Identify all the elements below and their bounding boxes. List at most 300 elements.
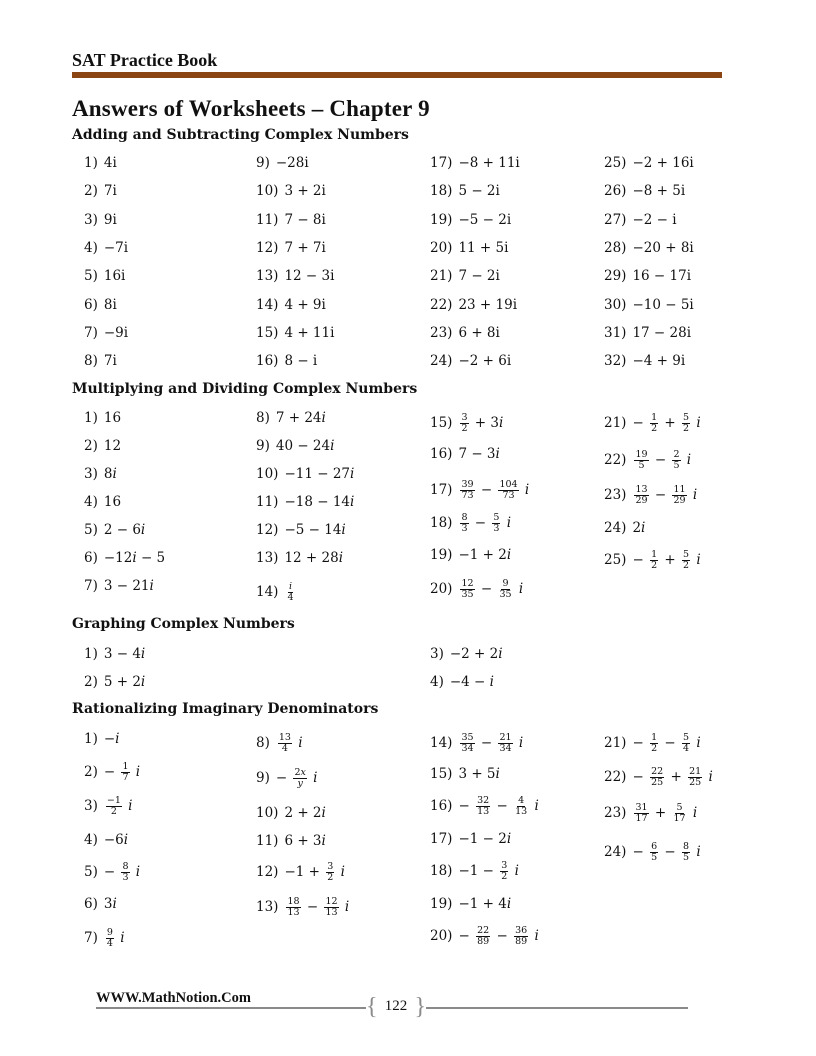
answer-number: 10) <box>256 183 279 200</box>
answer-number: 21) <box>604 415 627 431</box>
answer-item <box>430 796 539 817</box>
answer-number: 12) <box>256 522 279 538</box>
answer-item <box>256 768 317 789</box>
answer-text: − <box>476 581 497 597</box>
fraction-denominator: 25 <box>689 777 702 788</box>
answer-number: 8) <box>84 353 98 370</box>
fraction-denominator: 5 <box>651 852 658 863</box>
answer-text: −8 + 11i <box>458 155 520 171</box>
fraction-numerator: 6 <box>651 841 658 852</box>
fraction-denominator: 5 <box>673 460 680 471</box>
fraction-denominator: 2 <box>501 871 508 882</box>
fraction-denominator: 3 <box>122 872 129 883</box>
fraction <box>688 767 702 788</box>
answer-suffix: 𝑖 <box>692 415 701 431</box>
answer-number: 16) <box>430 446 453 462</box>
answer-text: −1 − 2𝑖 <box>458 831 512 847</box>
answer-prefix: − <box>275 770 292 786</box>
answer-item <box>84 862 140 883</box>
answer-item <box>84 212 117 228</box>
answer-text: −10 − 5i <box>632 296 694 313</box>
website-link[interactable]: WWW.MathNotion.Com <box>96 990 251 1006</box>
answer-number: 1) <box>84 646 98 662</box>
answer-text: 5 − 2i <box>458 183 500 200</box>
answer-number: 8) <box>256 410 270 426</box>
answer-item <box>604 325 691 341</box>
answer-text: 3 + 2i <box>284 183 326 200</box>
fraction <box>286 897 300 918</box>
answer-number: 21) <box>604 735 627 751</box>
answer-number: 6) <box>84 550 98 566</box>
answer-number: 3) <box>84 466 98 482</box>
answer-text: + <box>650 805 671 821</box>
answer-item <box>430 926 539 947</box>
answer-text: − <box>476 482 497 498</box>
fraction-numerator: 𝑖 <box>288 581 292 592</box>
answer-text: 7 − 2i <box>458 268 500 285</box>
answer-suffix: 𝑖 <box>530 928 539 944</box>
answer-text: −1 + 2𝑖 <box>458 547 512 563</box>
answer-text: 40 − 24𝑖 <box>275 438 335 454</box>
answer-text: 4 + 9i <box>284 296 326 313</box>
answer-number: 10) <box>256 805 279 821</box>
fraction <box>106 796 122 817</box>
answer-number: 22) <box>604 769 627 785</box>
answer-item <box>430 446 500 462</box>
answer-text: −4 − 𝑖 <box>449 674 494 690</box>
answer-item <box>256 897 349 918</box>
fraction <box>106 928 114 949</box>
fraction-numerator: 9 <box>502 578 509 589</box>
answer-item <box>430 268 500 284</box>
answer-text: −20 + 8i <box>632 239 694 256</box>
answer-number: 20) <box>430 239 453 256</box>
answer-number: 8) <box>256 735 270 751</box>
fraction-denominator: 7 <box>122 772 129 783</box>
answer-number: 6) <box>84 296 98 313</box>
fraction-numerator: −1 <box>106 795 121 806</box>
answer-text: −12𝑖 − 5 <box>103 550 166 566</box>
fraction-denominator: 17 <box>673 813 686 824</box>
answer-number: 9) <box>256 770 270 786</box>
fraction <box>672 803 686 824</box>
answer-number: 1) <box>84 155 98 171</box>
answer-prefix: −1 + <box>284 864 325 880</box>
answer-item <box>84 832 128 848</box>
answer-text: 12 − 3i <box>284 268 335 285</box>
fraction <box>460 480 474 501</box>
answer-item <box>430 480 529 501</box>
answer-suffix: 𝑖 <box>688 805 698 821</box>
answer-number: 2) <box>84 764 98 780</box>
page-heading: Answers of Worksheets – Chapter 9 <box>72 96 430 121</box>
answer-text: 17 − 28i <box>632 324 692 341</box>
answer-number: 6) <box>84 896 98 912</box>
fraction-denominator: 2 <box>683 423 690 434</box>
answer-text: −2 − i <box>632 211 677 228</box>
answer-text: −2 + 16i <box>632 155 694 171</box>
answer-text: 16 − 17i <box>632 268 692 285</box>
fraction-numerator: 36 <box>515 925 528 936</box>
answer-item <box>84 466 117 482</box>
fraction-numerator: 22 <box>651 766 664 777</box>
answer-number: 23) <box>604 487 627 503</box>
answer-item <box>430 861 519 882</box>
answer-number: 18) <box>430 863 453 879</box>
answer-item <box>84 928 125 949</box>
answer-item <box>604 353 685 369</box>
answer-item <box>84 410 121 426</box>
answer-text: −6𝑖 <box>103 832 129 848</box>
answer-item <box>84 297 117 313</box>
fraction-numerator: 32 <box>477 795 490 806</box>
fraction-denominator: 4 <box>106 938 113 949</box>
answer-number: 25) <box>604 552 627 568</box>
answer-suffix: 𝑖 <box>336 864 345 880</box>
fraction-denominator: 73 <box>502 490 515 501</box>
answer-suffix: 𝑖 <box>131 864 141 880</box>
answer-number: 13) <box>256 899 279 915</box>
fraction-denominator: 29 <box>673 495 686 506</box>
answer-item <box>256 240 326 256</box>
answer-number: 4) <box>84 832 98 848</box>
fraction-denominator: 4 <box>683 743 690 754</box>
answer-prefix: − <box>632 552 649 568</box>
fraction <box>650 842 658 863</box>
answer-number: 16) <box>256 353 279 370</box>
answer-prefix: − <box>103 764 120 780</box>
answer-text: −28i <box>275 155 309 171</box>
fraction-numerator: 8 <box>122 861 129 872</box>
answer-text: 3 − 21𝑖 <box>103 578 154 594</box>
fraction-numerator: 1 <box>651 412 658 423</box>
answer-number: 21) <box>430 268 453 285</box>
fraction-denominator: 25 <box>651 777 664 788</box>
answer-text: 7 + 24𝑖 <box>275 410 326 426</box>
fraction-denominator: 13 <box>477 806 490 817</box>
answer-item <box>84 731 120 747</box>
fraction <box>514 796 528 817</box>
answer-suffix: 𝑖 <box>123 798 133 814</box>
answer-text: − <box>660 735 681 751</box>
answer-item <box>604 450 691 471</box>
fraction <box>682 733 690 754</box>
answer-number: 3) <box>84 798 98 814</box>
answer-suffix: 𝑖 <box>502 515 512 531</box>
answer-item <box>430 646 503 662</box>
fraction-numerator: 11 <box>673 484 686 495</box>
fraction-denominator: 2 <box>461 423 468 434</box>
fraction <box>460 733 474 754</box>
answer-number: 1) <box>84 410 98 426</box>
answer-number: 19) <box>430 211 453 228</box>
answer-item <box>84 550 165 566</box>
answer-text: −4 + 9i <box>632 353 686 370</box>
answer-item <box>84 240 128 256</box>
answer-item <box>256 353 317 369</box>
answer-item <box>604 268 691 284</box>
answer-text: 3 − 4𝑖 <box>103 646 146 662</box>
answer-number: 19) <box>430 547 453 563</box>
answer-number: 9) <box>256 155 270 171</box>
fraction-numerator: 13 <box>278 732 291 743</box>
answer-number: 4) <box>84 494 98 510</box>
answer-item <box>84 646 145 662</box>
fraction-numerator: 22 <box>477 925 490 936</box>
answer-number: 18) <box>430 515 453 531</box>
answer-text: 6 + 3𝑖 <box>284 833 326 849</box>
answer-number: 11) <box>256 494 279 510</box>
fraction-numerator: 12 <box>461 578 474 589</box>
answer-item <box>430 297 517 313</box>
answer-number: 32) <box>604 353 627 370</box>
answer-prefix: − <box>103 864 120 880</box>
answer-text: 6 + 8i <box>458 324 500 341</box>
answer-item <box>256 155 309 171</box>
answer-suffix: 𝑖 <box>682 452 692 468</box>
answer-number: 5) <box>84 522 98 538</box>
answer-suffix: 𝑖 <box>340 899 350 915</box>
answer-number: 15) <box>256 324 279 341</box>
answer-number: 13) <box>256 550 279 566</box>
fraction <box>672 485 686 506</box>
fraction-numerator: 5 <box>683 732 690 743</box>
fraction <box>326 862 334 883</box>
answer-suffix: 𝑖 <box>692 552 701 568</box>
fraction <box>634 450 648 471</box>
fraction <box>460 513 468 534</box>
answer-text: + <box>660 415 681 431</box>
fraction-numerator: 1 <box>122 761 129 772</box>
fraction-denominator: 3 <box>461 523 468 534</box>
fraction <box>650 413 658 434</box>
answer-text: − <box>470 515 491 531</box>
answer-number: 15) <box>430 415 453 431</box>
answer-text: 8 − i <box>284 353 318 370</box>
answer-item <box>430 674 494 690</box>
fraction <box>293 768 306 789</box>
answer-item <box>256 212 326 228</box>
answer-number: 2) <box>84 674 98 690</box>
answer-number: 17) <box>430 482 453 498</box>
fraction <box>460 413 468 434</box>
fraction-numerator: 39 <box>461 479 474 490</box>
answer-text: − <box>492 798 513 814</box>
answer-item <box>256 268 334 284</box>
answer-item <box>604 240 694 256</box>
answer-number: 18) <box>430 183 453 200</box>
section-heading-adding: Adding and Subtracting Complex Numbers <box>72 127 409 143</box>
left-brace-icon: { <box>366 994 378 1020</box>
answer-item <box>604 297 694 313</box>
fraction-denominator: 13 <box>287 907 300 918</box>
fraction-numerator: 1 <box>651 732 658 743</box>
answer-text: 16i <box>103 268 126 285</box>
fraction-numerator: 12 <box>325 896 338 907</box>
answer-item <box>604 842 701 863</box>
answer-item <box>256 466 354 482</box>
answer-number: 23) <box>604 805 627 821</box>
fraction <box>650 550 658 571</box>
answer-item <box>430 413 503 434</box>
fraction-denominator: 2 <box>683 560 690 571</box>
answer-item <box>430 733 523 754</box>
answer-number: 22) <box>430 296 453 313</box>
fraction-denominator: 2 <box>651 743 658 754</box>
answer-number: 14) <box>430 735 453 751</box>
answer-text: 7 − 3𝑖 <box>458 446 500 462</box>
answer-item <box>256 325 334 341</box>
answer-item <box>84 325 128 341</box>
fraction-denominator: 89 <box>515 936 528 947</box>
section-heading-graphing: Graphing Complex Numbers <box>72 616 295 632</box>
fraction <box>492 513 500 534</box>
answer-suffix: 𝑖 <box>530 798 539 814</box>
answer-number: 20) <box>430 581 453 597</box>
answer-number: 2) <box>84 183 98 200</box>
fraction-denominator: 2 <box>327 872 334 883</box>
answer-text: −11 − 27𝑖 <box>284 466 355 482</box>
answer-text: − <box>476 735 497 751</box>
answer-text: −8 + 5i <box>632 183 686 200</box>
answer-number: 14) <box>256 296 279 313</box>
answer-text: 5 + 2𝑖 <box>103 674 146 690</box>
fraction-numerator: 104 <box>499 479 518 490</box>
answer-item <box>430 896 511 912</box>
fraction-numerator: 31 <box>635 802 648 813</box>
answer-number: 2) <box>84 438 98 454</box>
answer-text: −9i <box>103 324 129 341</box>
fraction-denominator: 73 <box>461 490 474 501</box>
fraction <box>500 861 508 882</box>
fraction-denominator: 4 <box>287 592 294 603</box>
answer-text: −𝑖 <box>103 731 120 747</box>
fraction-numerator: 21 <box>689 766 702 777</box>
answer-number: 13) <box>256 268 279 285</box>
answer-number: 7) <box>84 930 98 946</box>
answer-item <box>430 353 511 369</box>
fraction-numerator: 2 <box>673 449 680 460</box>
fraction-denominator: 34 <box>499 743 512 754</box>
answer-suffix: 𝑖 <box>514 581 524 597</box>
answer-item <box>84 353 117 369</box>
answer-number: 1) <box>84 731 98 747</box>
answer-item <box>604 733 701 754</box>
answer-number: 23) <box>430 324 453 341</box>
answer-suffix: 𝑖 <box>520 482 530 498</box>
right-brace-icon: } <box>414 994 426 1020</box>
answer-number: 28) <box>604 239 627 256</box>
answer-prefix: − <box>632 844 649 860</box>
answer-text: 12 + 28𝑖 <box>284 550 344 566</box>
answer-item <box>430 766 500 782</box>
answer-item <box>430 240 508 256</box>
fraction-numerator: 8 <box>461 512 468 523</box>
answer-text: 2 + 2𝑖 <box>284 805 326 821</box>
answer-text: 16 <box>103 494 122 510</box>
answer-text: + <box>666 769 687 785</box>
header-rule <box>72 72 722 78</box>
answer-prefix: − <box>632 769 649 785</box>
answer-item <box>256 550 343 566</box>
fraction <box>682 413 690 434</box>
answer-text: −2 + 6i <box>458 353 512 370</box>
answer-text: − <box>660 844 681 860</box>
answer-item <box>256 297 326 313</box>
answer-number: 12) <box>256 864 279 880</box>
answer-item <box>256 494 354 510</box>
answer-number: 7) <box>84 324 98 341</box>
section-heading-multiplying: Multiplying and Dividing Complex Numbers <box>72 381 418 397</box>
fraction-numerator: 4 <box>518 795 525 806</box>
answer-item <box>84 494 121 510</box>
answer-item <box>84 762 140 783</box>
answer-item <box>84 155 117 171</box>
answer-item <box>604 155 694 171</box>
answer-text: 16 <box>103 410 122 426</box>
fraction <box>650 733 658 754</box>
answer-prefix: −1 − <box>458 863 499 879</box>
answer-number: 31) <box>604 324 627 341</box>
answer-text: 11 + 5i <box>458 239 509 256</box>
fraction-numerator: 19 <box>635 449 648 460</box>
answer-number: 4) <box>430 674 444 690</box>
answer-text: 23 + 19i <box>458 296 518 313</box>
fraction-denominator: 89 <box>477 936 490 947</box>
answer-text: 7 − 8i <box>284 211 326 228</box>
fraction <box>278 733 292 754</box>
answer-item <box>84 438 121 454</box>
answer-text: + 3𝑖 <box>470 415 504 431</box>
answer-suffix: 𝑖 <box>704 769 713 785</box>
fraction-numerator: 35 <box>461 732 474 743</box>
fraction-numerator: 21 <box>499 732 512 743</box>
answer-number: 11) <box>256 211 279 228</box>
answer-item <box>604 212 677 228</box>
answer-number: 29) <box>604 268 627 285</box>
answer-item <box>256 862 345 883</box>
answer-prefix: − <box>632 735 649 751</box>
answer-item <box>430 547 511 563</box>
answer-suffix: 𝑖 <box>293 735 303 751</box>
answer-number: 26) <box>604 183 627 200</box>
answer-text: −7i <box>103 239 129 256</box>
answer-text: 8i <box>103 296 117 313</box>
fraction-denominator: 𝑦 <box>297 778 303 789</box>
answer-suffix: 𝑖 <box>692 844 701 860</box>
answer-text: 8𝑖 <box>103 466 117 482</box>
answer-item <box>84 522 145 538</box>
answer-number: 24) <box>604 844 627 860</box>
answer-number: 3) <box>430 646 444 662</box>
fraction <box>498 579 512 600</box>
fraction <box>121 762 129 783</box>
fraction-denominator: 17 <box>635 813 648 824</box>
answer-text: 7i <box>103 183 117 200</box>
answer-text: 2 − 6𝑖 <box>103 522 146 538</box>
fraction <box>460 579 474 600</box>
answer-item <box>256 183 326 199</box>
answer-text: 3𝑖 <box>103 896 117 912</box>
fraction-numerator: 8 <box>683 841 690 852</box>
answer-suffix: 𝑖 <box>308 770 318 786</box>
fraction-numerator: 1 <box>651 549 658 560</box>
answer-item <box>84 578 154 594</box>
answer-item <box>430 212 511 228</box>
answer-prefix: − <box>632 415 649 431</box>
answer-number: 14) <box>256 584 279 600</box>
answer-item <box>430 325 500 341</box>
